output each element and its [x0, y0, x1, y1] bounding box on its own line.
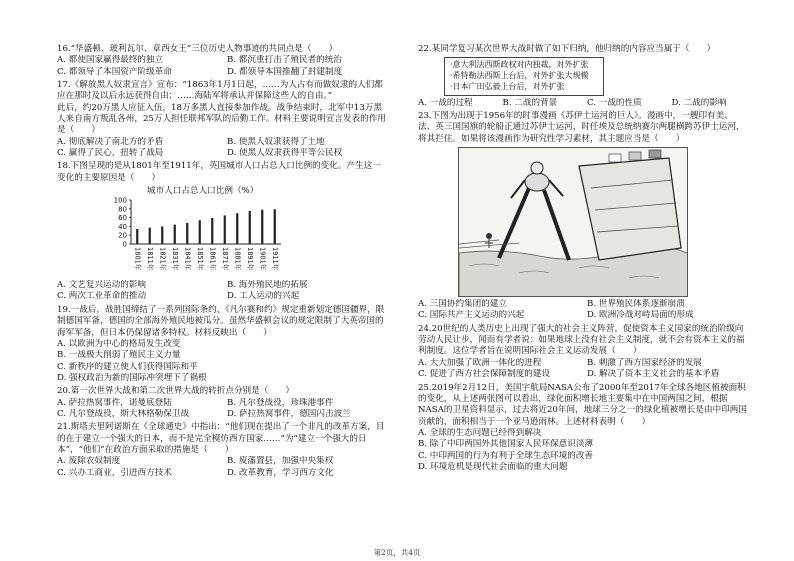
question-stem: 19.一战后，战胜国缔结了一系列国际条约，《凡尔赛和约》规定重新划定德国疆界，限制德国军备，德国的全部海外殖民地被瓜分。虽然华盛顿会议的规定限制了大英帝国的海军军备，但日本仍保留诸多特权。材料反映出（ ） — [57, 304, 385, 338]
option-c: C. 新秩序的建立使人们获得国际和平 — [57, 361, 198, 372]
x-tick-label: 1851年 — [195, 247, 204, 271]
question-25 — [418, 383, 748, 474]
question-21 — [57, 422, 389, 479]
option-a: A. 一战的过程 — [418, 97, 473, 108]
right-column — [418, 44, 748, 475]
question-17 — [57, 80, 389, 159]
option-c: C. 一战的性质 — [587, 97, 642, 108]
question-20 — [57, 386, 389, 420]
cartoon-illustration-icon — [459, 148, 688, 297]
chart-bar — [149, 228, 151, 244]
question-stem: 18.下图呈现的是从1801年至1911年，英国城市人口占总人口比例的变化。产生这一变化的主要原因是（ ） — [57, 161, 381, 183]
option-c: C. 赢得了民心，扭转了战局 — [57, 148, 164, 159]
x-tick-label: 1821年 — [158, 247, 167, 271]
y-tick-label: 20 — [118, 231, 127, 240]
question-stem: 16.“华盛顿、玻利瓦尔、章西女王”三位历史人物事迹的共同点是（ ） — [57, 44, 338, 54]
option-d: D. 改革教育，学习西方文化 — [227, 467, 334, 478]
option-c: C. 兴办工商业，引进西方技术 — [57, 467, 172, 478]
option-a: A. 大大加强了欧洲一体化的进程 — [418, 357, 542, 368]
option-d: D. 解决了资本主义社会的基本矛盾 — [587, 369, 720, 380]
option-c: C. 凡尔登战役，斯大林格勒保卫战 — [57, 408, 190, 419]
chart-bar — [161, 227, 163, 245]
y-tick-label: 60 — [118, 214, 127, 223]
option-b: B. 废藩置县，加强中央集权 — [227, 456, 334, 467]
option-c: C. 促进了西方社会保障制度的建设 — [418, 369, 551, 380]
option-d: D. 环境危机是现代社会面临的重大问题 — [418, 461, 568, 472]
question-stem: 22.某同学复习某次世界大战时做了如下归纳，他归纳的内容应当属于（ ） — [418, 44, 716, 54]
question-16 — [57, 44, 389, 78]
option-d: D. 强权政治为新的国际冲突埋下了祸根 — [57, 372, 207, 383]
chart-bar — [174, 225, 176, 244]
chart-bar — [186, 223, 188, 244]
summary-box — [444, 57, 604, 95]
question-23 — [418, 111, 748, 322]
option-a: A. 以欧洲为中心的格局发生改变 — [57, 338, 181, 349]
question-18 — [57, 161, 389, 302]
y-tick-label: 100 — [113, 196, 127, 205]
chart-title: 城市人口占总人口比例（%） — [147, 186, 259, 197]
question-stem-continued: 此后，约20万黑人应征入伍，18万多黑人直接参加作战。战争结束时，北军中13万黑人来自南方叛乱各州，25万人担任联邦军队的后勤工作。材料主要说明宣言发表的作用是（ ） — [57, 102, 386, 136]
option-c: C. 都领导了本国资产阶级革命 — [57, 66, 172, 77]
chart-bar — [224, 216, 226, 245]
x-tick-label: 1831年 — [170, 247, 179, 271]
option-d: D. 欧洲冷战对峙局面的形成 — [587, 310, 694, 321]
option-b: B. 海外殖民地的拓展 — [227, 280, 308, 291]
y-tick-label: 40 — [118, 223, 127, 232]
x-tick-label: 1881年 — [233, 247, 242, 271]
option-b: B. 除了中印两国外其他国家人民环保意识淡薄 — [418, 439, 594, 450]
option-c: C. 两次工业革命的推动 — [57, 291, 147, 302]
x-tick-label: 1911年 — [270, 247, 279, 271]
option-b: B. 凡尔登战役，珍珠港事件 — [227, 397, 334, 408]
option-a: A. 彻底解决了南北方的矛盾 — [57, 136, 164, 147]
option-d: D. 工人运动的兴起 — [227, 291, 300, 302]
option-b: B. 都沉重打击了殖民者的统治 — [227, 55, 342, 66]
chart-bar — [211, 218, 213, 244]
option-a: A. 废除农奴制度 — [57, 456, 121, 467]
option-d: D. 萨拉热窝事件，德国闪击波兰 — [227, 408, 351, 419]
x-tick-label: 1841年 — [183, 247, 192, 271]
x-tick-label: 1811年 — [145, 247, 154, 271]
question-stem: 21.斯塔夫里阿诺斯在《全球通史》中指出：“他们现在提出了一个非凡的改革方案，目的在于建立一个强大的日本，而不是完全模仿西方国家……”为“建立一个强大的日本”，“他们”在政治方面采取的措施是（ ） — [57, 422, 385, 455]
option-a: A. 都使国家赢得最终的独立 — [57, 55, 164, 66]
chart-bar — [136, 229, 138, 244]
option-a: A. 全球的生态问题已经得到解决 — [418, 427, 542, 438]
x-tick-label: 1871年 — [220, 247, 229, 271]
y-tick-label: 80 — [118, 205, 127, 214]
summary-line: ·希特勒法西斯上台后，对外扩张大规模 — [450, 71, 589, 81]
option-b: B. 二战的背景 — [502, 97, 558, 108]
option-b: B. 使黑人奴隶获得了土地 — [227, 136, 325, 147]
summary-line: ·意大利法西斯政权对内独裁，对外扩张 — [450, 60, 589, 70]
question-stem: 17.《解放黑人奴隶宣言》宣布：“1863年1月1日起，……为人占有而做奴隶的人们都应在那时及以后永远获得自由；……海陆军将承认并保障这些人的自由。” — [57, 80, 383, 102]
question-stem: 24.20世纪的人类历史上出现了强大的社会主义阵营，促使资本主义国家的统治阶级向劳动人民让步，闻而有学者说：如果地球上没有社会主义制度，就不会有资本主义的福利制度。这位学者旨在说明国际社会主义运动发展（ ） — [418, 323, 745, 357]
option-b: B. 世界殖民体系逐渐崩溃 — [587, 299, 685, 310]
chart-bar — [199, 220, 201, 244]
chart-svg — [107, 196, 297, 278]
option-a: A. 三国协约集团的建立 — [418, 299, 508, 310]
question-24 — [418, 324, 748, 381]
option-b: B. 一战极大削弱了殖民主义力量 — [57, 350, 181, 361]
page-footer: 第2页，共4页 — [373, 548, 421, 557]
question-22 — [418, 44, 748, 109]
chart-bar — [249, 211, 251, 244]
option-d: D. 二战的影响 — [671, 97, 727, 108]
x-tick-label: 1801年 — [133, 247, 142, 271]
chart-bar — [261, 210, 263, 244]
option-c: C. 国际共产主义运动的兴起 — [418, 310, 525, 321]
x-tick-label: 1861年 — [208, 247, 217, 271]
question-stem: 20.第一次世界大战和第二次世界大战的转折点分别是（ ） — [57, 386, 295, 397]
option-b: B. 刺激了西方国家经济的发展 — [587, 357, 702, 368]
urban-population-chart — [107, 186, 297, 278]
chart-bar — [274, 209, 276, 244]
option-d: D. 使黑人奴隶获得平等公民权 — [227, 148, 343, 159]
chart-bar — [236, 213, 238, 244]
question-stem: 25.2019年2月12日，美国宇航局NASA公布了2000年至2017年全球各地区植被面积的变化，从上述两张图可以看出，绿化面积增长地主要集中在中国两国之间，根据NASA的卫星资料显示，过去将近20年间，地球三分之一的绿化植被增长是由中印两国贡献的，面积相当于一个亚马逊雨林。上述材料表明（ ） — [418, 382, 747, 427]
left-column — [57, 44, 389, 481]
x-tick-label: 1901年 — [258, 247, 267, 271]
question-19 — [57, 305, 389, 384]
option-a: A. 文艺复兴运动的影响 — [57, 280, 147, 291]
y-tick-label: 0 — [122, 240, 127, 249]
suez-canal-cartoon — [458, 147, 688, 297]
option-d: D. 都领导本国推翻了封建制度 — [227, 66, 343, 77]
summary-line: ·日本广田弘毅上台后，对外扩张 — [450, 81, 565, 91]
option-a: A. 萨拉热窝事件，诺曼底登陆 — [57, 397, 172, 408]
x-tick-label: 1891年 — [245, 247, 254, 271]
question-stem: 23.下图为出现于1956年的时事漫画《苏伊士运河的巨人》。漫画中，一艘印有美、法、英三国国旗的轮船正通过苏伊士运河，时任埃及总统纳赛尔两腿横跨苏伊士运河，将其拦住。如果将该漫画作为研究性学习素材，其主题应当是（ ） — [418, 111, 745, 144]
option-c: C. 中印两国的行为有利于全球生态环境的改善 — [418, 450, 594, 461]
